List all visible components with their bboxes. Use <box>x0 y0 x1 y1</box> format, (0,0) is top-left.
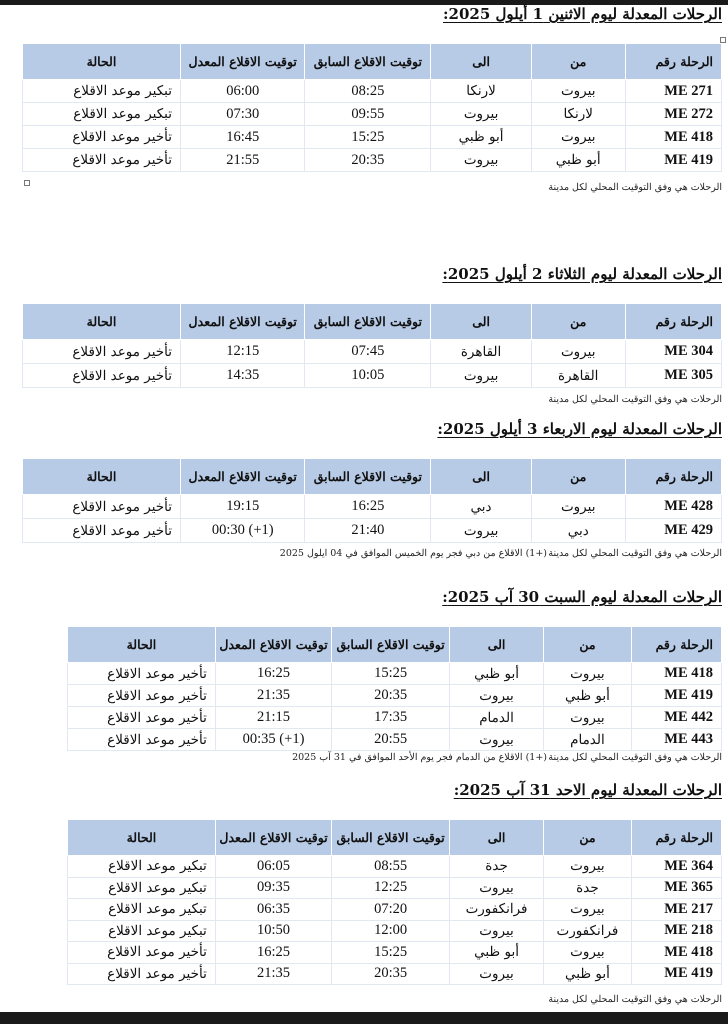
cell-prev: 07:20 <box>332 899 450 921</box>
header-row <box>68 820 722 856</box>
column-header-new: توقيت الاقلاع المعدل <box>215 820 331 856</box>
table-row <box>23 495 722 519</box>
column-header-status: الحالة <box>68 627 216 663</box>
cell-new: 21:35 <box>215 685 331 707</box>
cell-prev: 07:45 <box>305 340 431 364</box>
cell-new: 16:25 <box>215 942 331 964</box>
cell-new: 14:35 <box>181 364 305 388</box>
cell-from: القاهرة <box>531 364 625 388</box>
cell-prev: 15:25 <box>332 942 450 964</box>
bottom-edge-bar <box>0 1012 728 1024</box>
flights-table <box>22 43 722 172</box>
flights-table <box>22 303 722 388</box>
cell-from: بيروت <box>544 899 632 921</box>
cell-from: بيروت <box>531 340 625 364</box>
section-heading: الرحلات المعدلة ليوم الثلاثاء 2 أيلول 2025: <box>442 265 722 283</box>
cell-prev: 17:35 <box>332 707 450 729</box>
cell-flight: ME 272 <box>625 103 721 126</box>
cell-new: 07:30 <box>181 103 305 126</box>
local-time-note: الرحلات هي وفق التوقيت المحلي لكل مدينة <box>548 994 722 1005</box>
cell-flight: ME 271 <box>625 80 721 103</box>
cell-to: بيروت <box>449 963 543 985</box>
flights-table <box>67 626 722 751</box>
local-time-note: الرحلات هي وفق التوقيت المحلي لكل مدينة <box>548 182 722 193</box>
table-row <box>68 685 722 707</box>
cell-status: تأخير موعد الاقلاع <box>68 729 216 751</box>
column-header-to: الى <box>431 459 532 495</box>
cell-status: تأخير موعد الاقلاع <box>68 663 216 685</box>
table-row <box>68 942 722 964</box>
flights-table <box>22 458 722 543</box>
cell-status: تأخير موعد الاقلاع <box>23 495 181 519</box>
cell-prev: 20:35 <box>332 963 450 985</box>
cell-prev: 20:55 <box>332 729 450 751</box>
cell-flight: ME 419 <box>631 963 721 985</box>
header-row <box>23 459 722 495</box>
cell-from: بيروت <box>544 856 632 878</box>
section-heading: الرحلات المعدلة ليوم الاحد 31 آب 2025: <box>453 781 722 799</box>
cell-status: تبكير موعد الاقلاع <box>68 856 216 878</box>
cell-from: جدة <box>544 877 632 899</box>
cell-prev: 16:25 <box>305 495 431 519</box>
cell-new: 06:05 <box>215 856 331 878</box>
table-row <box>68 663 722 685</box>
section-heading: الرحلات المعدلة ليوم الاربعاء 3 أيلول 2025: <box>437 420 722 438</box>
column-header-from: من <box>544 627 632 663</box>
cell-status: تبكير موعد الاقلاع <box>23 103 181 126</box>
column-header-prev: توقيت الاقلاع السابق <box>305 44 431 80</box>
cell-new: 10:50 <box>215 920 331 942</box>
cell-flight: ME 418 <box>631 663 721 685</box>
cell-new: 19:15 <box>181 495 305 519</box>
section-heading: الرحلات المعدلة ليوم السبت 30 آب 2025: <box>442 588 722 606</box>
cell-status: تأخير موعد الاقلاع <box>23 340 181 364</box>
cell-from: لارنكا <box>531 103 625 126</box>
schedule-section <box>67 588 722 763</box>
cell-to: دبي <box>431 495 532 519</box>
cell-from: الدمام <box>544 729 632 751</box>
cell-new: 00:30 (+1) <box>181 519 305 543</box>
cell-to: بيروت <box>449 729 543 751</box>
cell-from: بيروت <box>531 80 625 103</box>
next-day-note: (+1) الاقلاع من دبي فجر يوم الخميس الموافق في 04 ايلول 2025 <box>279 548 547 559</box>
cell-prev: 20:35 <box>332 685 450 707</box>
column-header-to: الى <box>431 304 532 340</box>
schedule-section <box>22 265 722 405</box>
cell-to: بيروت <box>449 685 543 707</box>
column-header-prev: توقيت الاقلاع السابق <box>305 459 431 495</box>
cell-to: فرانكفورت <box>449 899 543 921</box>
cell-to: بيروت <box>431 364 532 388</box>
cell-from: بيروت <box>531 495 625 519</box>
column-header-from: من <box>531 459 625 495</box>
cell-new: 12:15 <box>181 340 305 364</box>
cell-flight: ME 305 <box>625 364 721 388</box>
cell-to: أبو ظبي <box>431 126 532 149</box>
cell-status: تأخير موعد الاقلاع <box>23 364 181 388</box>
cell-prev: 21:40 <box>305 519 431 543</box>
header-row <box>23 304 722 340</box>
cell-prev: 15:25 <box>332 663 450 685</box>
column-header-from: من <box>531 304 625 340</box>
cell-to: بيروت <box>449 920 543 942</box>
cell-from: أبو ظبي <box>544 963 632 985</box>
column-header-to: الى <box>449 627 543 663</box>
cell-new: 16:25 <box>215 663 331 685</box>
column-header-prev: توقيت الاقلاع السابق <box>332 820 450 856</box>
cell-from: بيروت <box>544 663 632 685</box>
cell-to: بيروت <box>431 149 532 172</box>
cell-flight: ME 428 <box>625 495 721 519</box>
cell-to: أبو ظبي <box>449 663 543 685</box>
cell-to: بيروت <box>431 103 532 126</box>
column-header-new: توقيت الاقلاع المعدل <box>181 459 305 495</box>
cell-status: تبكير موعد الاقلاع <box>68 899 216 921</box>
table-row <box>68 963 722 985</box>
cell-new: 06:00 <box>181 80 305 103</box>
cell-from: بيروت <box>531 126 625 149</box>
cell-new: 21:15 <box>215 707 331 729</box>
cell-from: فرانكفورت <box>544 920 632 942</box>
column-header-new: توقيت الاقلاع المعدل <box>215 627 331 663</box>
cell-new: 16:45 <box>181 126 305 149</box>
cell-status: تأخير موعد الاقلاع <box>68 707 216 729</box>
cell-to: بيروت <box>449 877 543 899</box>
cell-prev: 09:55 <box>305 103 431 126</box>
table-row <box>23 364 722 388</box>
column-header-prev: توقيت الاقلاع السابق <box>332 627 450 663</box>
cell-new: 06:35 <box>215 899 331 921</box>
cell-flight: ME 418 <box>631 942 721 964</box>
column-header-status: الحالة <box>23 304 181 340</box>
cell-prev: 08:55 <box>332 856 450 878</box>
cell-flight: ME 419 <box>631 685 721 707</box>
cell-to: بيروت <box>431 519 532 543</box>
header-row <box>68 627 722 663</box>
cell-to: الدمام <box>449 707 543 729</box>
cell-to: لارنكا <box>431 80 532 103</box>
schedule-section <box>22 420 722 559</box>
cell-status: تأخير موعد الاقلاع <box>23 126 181 149</box>
table-row <box>23 149 722 172</box>
next-day-note: (+1) الاقلاع من الدمام فجر يوم الأحد الموافق في 31 آب 2025 <box>292 752 547 763</box>
cell-flight: ME 419 <box>625 149 721 172</box>
table-row <box>23 103 722 126</box>
cell-flight: ME 418 <box>625 126 721 149</box>
column-header-flight: الرحلة رقم <box>625 304 721 340</box>
column-header-to: الى <box>431 44 532 80</box>
cell-prev: 12:00 <box>332 920 450 942</box>
cell-status: تبكير موعد الاقلاع <box>68 920 216 942</box>
cell-flight: ME 364 <box>631 856 721 878</box>
cell-status: تأخير موعد الاقلاع <box>23 149 181 172</box>
column-header-flight: الرحلة رقم <box>631 820 721 856</box>
cell-to: جدة <box>449 856 543 878</box>
column-header-status: الحالة <box>23 44 181 80</box>
cell-status: تأخير موعد الاقلاع <box>68 685 216 707</box>
cell-status: تأخير موعد الاقلاع <box>68 963 216 985</box>
cell-from: دبي <box>531 519 625 543</box>
column-header-status: الحالة <box>23 459 181 495</box>
cell-flight: ME 429 <box>625 519 721 543</box>
cell-flight: ME 365 <box>631 877 721 899</box>
table-row <box>23 80 722 103</box>
column-header-flight: الرحلة رقم <box>631 627 721 663</box>
cell-status: تأخير موعد الاقلاع <box>68 942 216 964</box>
flights-table <box>67 819 722 985</box>
cell-status: تبكير موعد الاقلاع <box>68 877 216 899</box>
cell-to: القاهرة <box>431 340 532 364</box>
cell-status: تأخير موعد الاقلاع <box>23 519 181 543</box>
column-header-flight: الرحلة رقم <box>625 44 721 80</box>
table-row <box>23 340 722 364</box>
column-header-to: الى <box>449 820 543 856</box>
cell-flight: ME 218 <box>631 920 721 942</box>
table-end-marker <box>24 180 30 186</box>
cell-prev: 10:05 <box>305 364 431 388</box>
table-row <box>68 899 722 921</box>
local-time-note: الرحلات هي وفق التوقيت المحلي لكل مدينة <box>548 394 722 405</box>
local-time-note: الرحلات هي وفق التوقيت المحلي لكل مدينة <box>548 548 722 559</box>
cell-from: أبو ظبي <box>544 685 632 707</box>
cell-prev: 15:25 <box>305 126 431 149</box>
table-row <box>68 920 722 942</box>
schedule-section <box>22 5 722 193</box>
column-header-status: الحالة <box>68 820 216 856</box>
table-row <box>68 707 722 729</box>
cell-prev: 08:25 <box>305 80 431 103</box>
table-row <box>23 126 722 149</box>
column-header-flight: الرحلة رقم <box>625 459 721 495</box>
column-header-new: توقيت الاقلاع المعدل <box>181 44 305 80</box>
column-header-new: توقيت الاقلاع المعدل <box>181 304 305 340</box>
table-row <box>23 519 722 543</box>
cell-from: بيروت <box>544 942 632 964</box>
cell-new: 00:35 (+1) <box>215 729 331 751</box>
section-heading: الرحلات المعدلة ليوم الاثنين 1 أيلول 2025: <box>442 5 722 23</box>
schedule-section <box>67 781 722 1005</box>
cell-flight: ME 443 <box>631 729 721 751</box>
cell-status: تبكير موعد الاقلاع <box>23 80 181 103</box>
cell-from: أبو ظبي <box>531 149 625 172</box>
cell-prev: 20:35 <box>305 149 431 172</box>
cell-new: 21:55 <box>181 149 305 172</box>
cell-flight: ME 304 <box>625 340 721 364</box>
cell-prev: 12:25 <box>332 877 450 899</box>
column-header-prev: توقيت الاقلاع السابق <box>305 304 431 340</box>
cell-new: 09:35 <box>215 877 331 899</box>
cell-to: أبو ظبي <box>449 942 543 964</box>
table-row <box>68 729 722 751</box>
cell-new: 21:35 <box>215 963 331 985</box>
table-row <box>68 856 722 878</box>
cell-flight: ME 217 <box>631 899 721 921</box>
column-header-from: من <box>544 820 632 856</box>
header-row <box>23 44 722 80</box>
table-row <box>68 877 722 899</box>
local-time-note: الرحلات هي وفق التوقيت المحلي لكل مدينة <box>548 752 722 763</box>
column-header-from: من <box>531 44 625 80</box>
cell-flight: ME 442 <box>631 707 721 729</box>
cell-from: بيروت <box>544 707 632 729</box>
